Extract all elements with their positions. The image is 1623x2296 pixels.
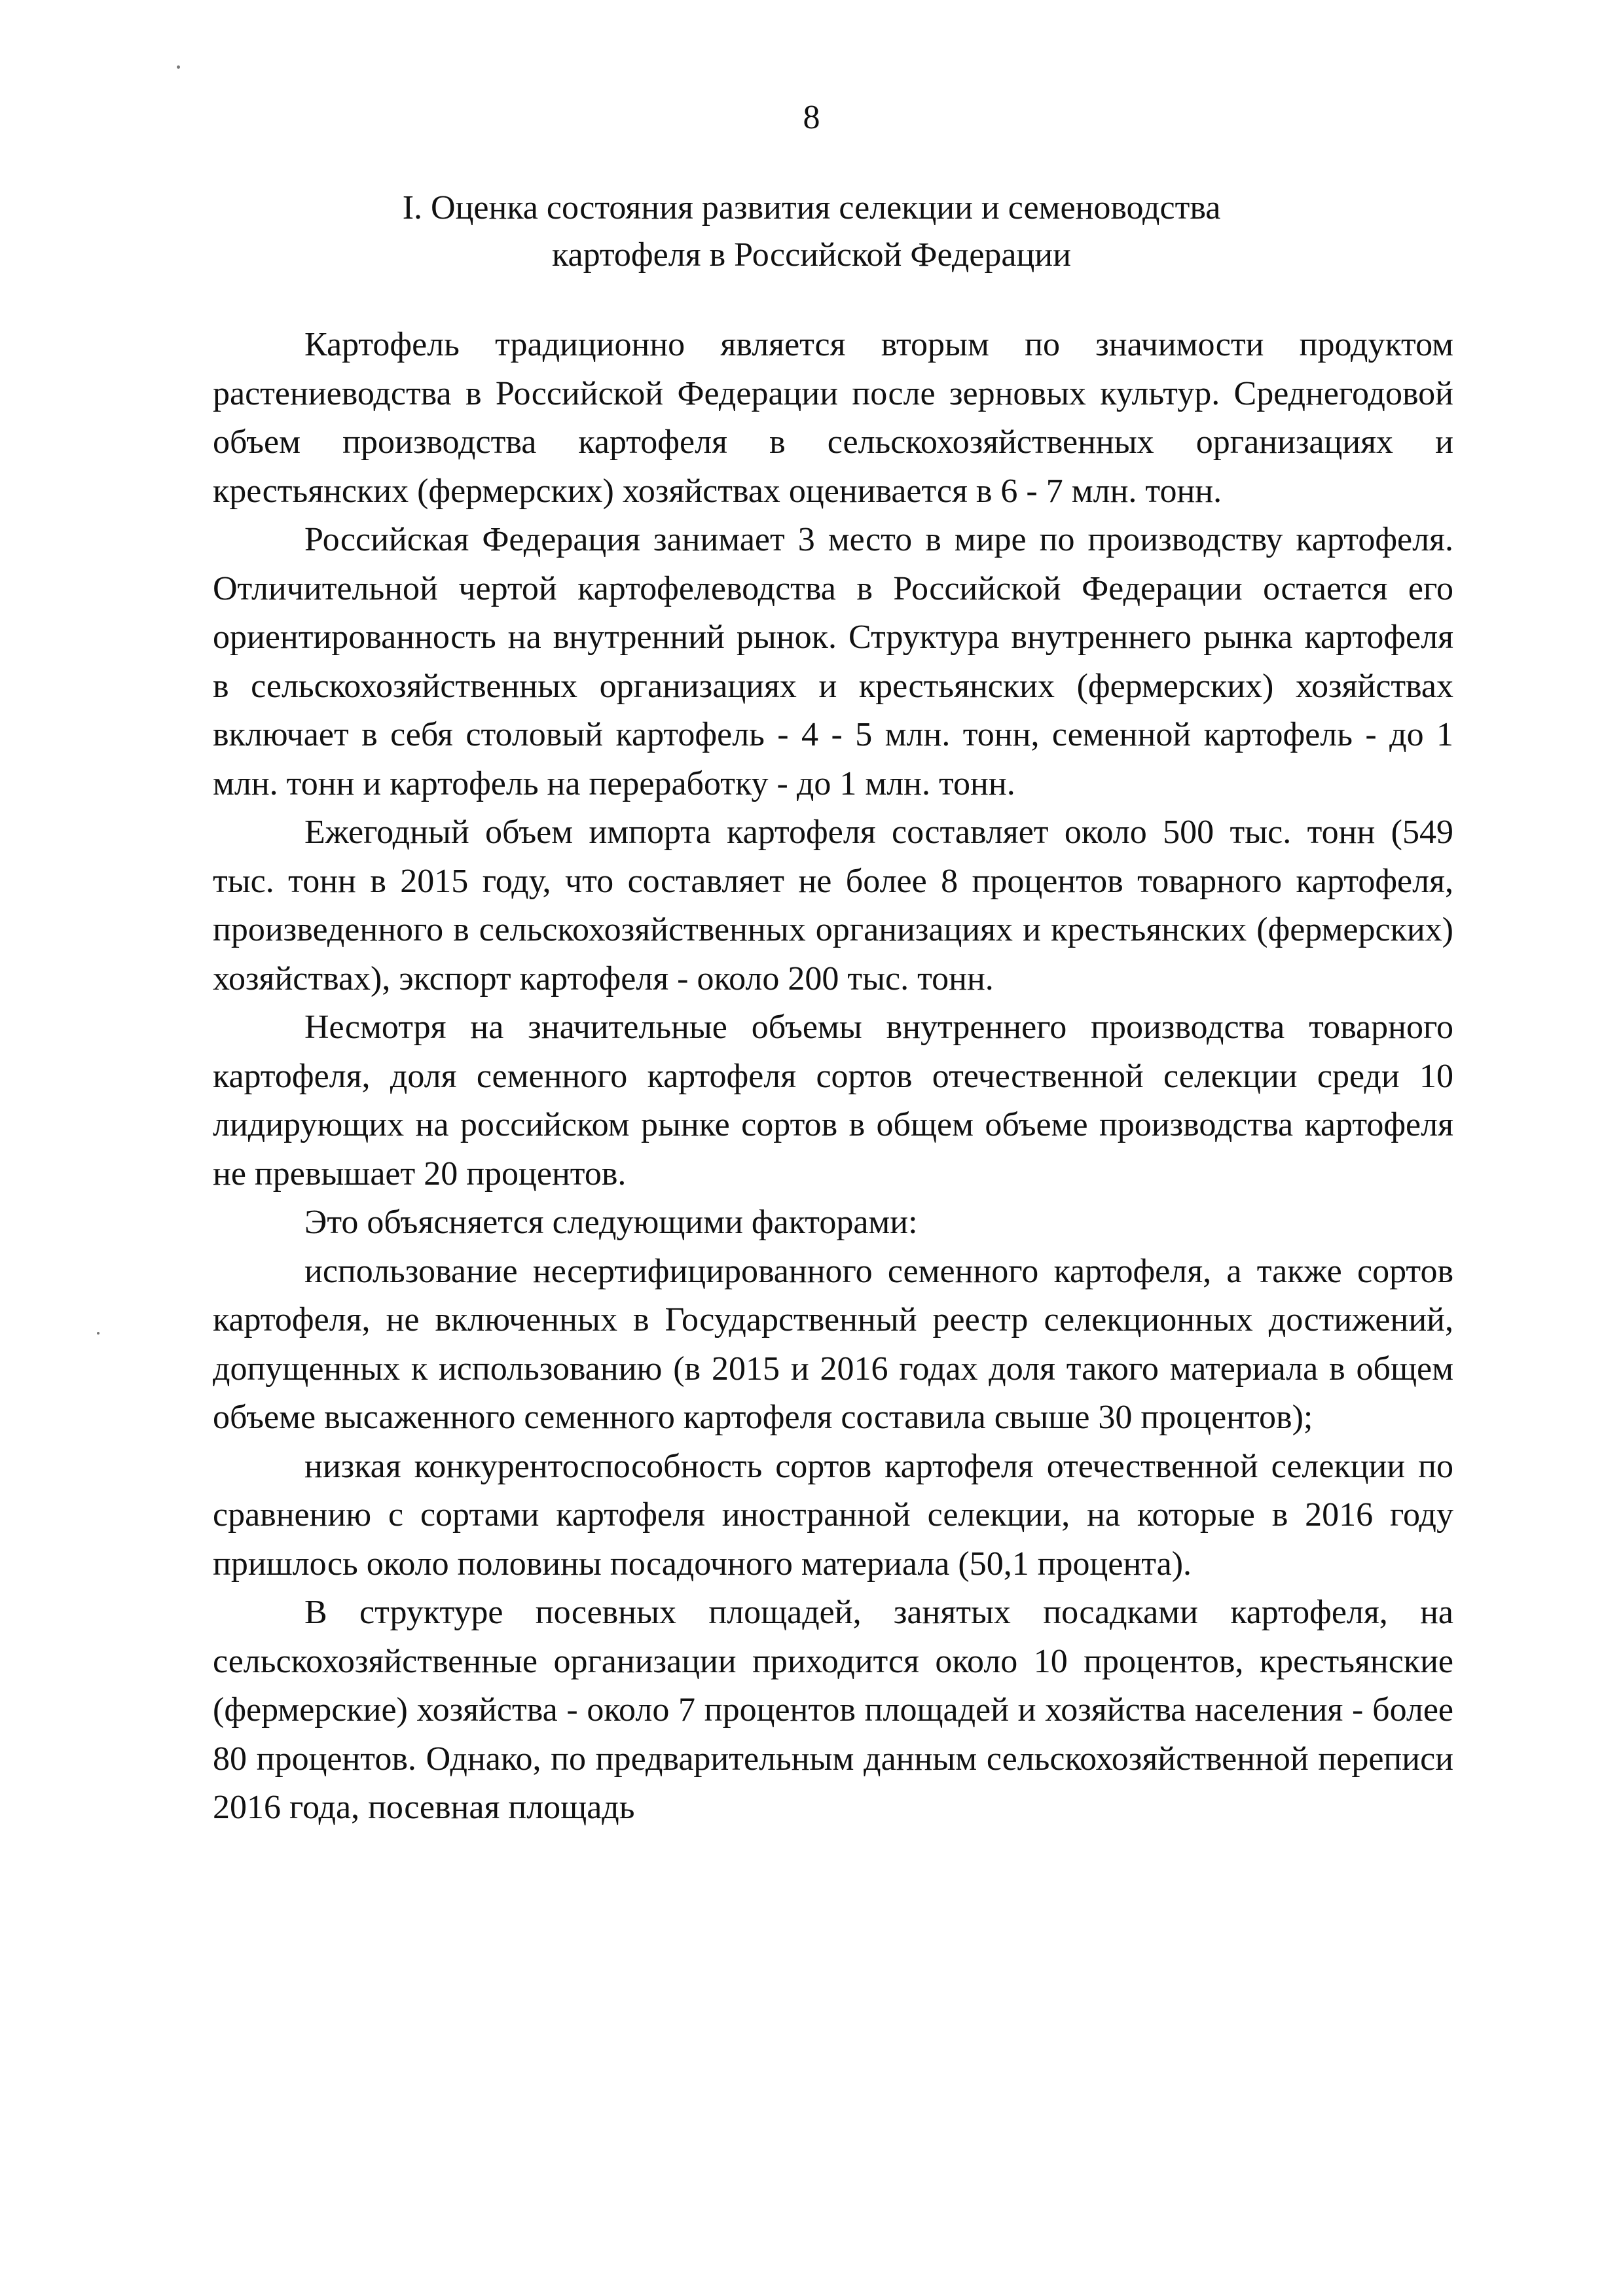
paragraph-domestic-share: Несмотря на значительные объемы внутреннего производства товарного картофеля, доля семенного картофеля сортов отечественной селекции среди 10 лидирующих на российском рынке сортов в общем объеме производства картофеля не превышает 20 процентов. (213, 1009, 1453, 1193)
section-title (0, 185, 1623, 279)
document-body (213, 321, 1453, 1833)
page-number: 8 (803, 99, 820, 136)
section-title-line-1: I. Оценка состояния развития селекции и семеноводства (402, 189, 1221, 226)
paragraph-area-structure: В структуре посевных площадей, занятых посадками картофеля, на сельскохозяйственные организации приходится около 10 процентов, крестьянские (фермерские) хозяйства - около 7 процентов площадей и хозяйства населения - более 80 процентов. Однако, по предварительным данным сельскохозяйственной переписи 2016 года, посевная площадь (213, 1594, 1453, 1826)
scan-speck (97, 1332, 100, 1335)
section-title-line-2: картофеля в Российской Федерации (552, 236, 1071, 274)
paragraph-potato-significance: Картофель традиционно является вторым по значимости продуктом растениеводства в Российской Федерации после зерновых культур. Среднегодовой объем производства картофеля в сельскохозяйственных организациях и крестьянских (фермерских) хозяйствах оценивается в 6 - 7 млн. тонн. (213, 326, 1453, 510)
paragraph-factor-uncertified: использование несертифицированного семенного картофеля, а также сортов картофеля, не включенных в Государственный реестр селекционных достижений, допущенных к использованию (в 2015 и 2016 годах доля такого материала в общем объеме высаженного семенного картофеля составила свыше 30 процентов); (213, 1252, 1453, 1436)
paragraph-world-ranking: Российская Федерация занимает 3 место в мире по производству картофеля. Отличительной чертой картофелеводства в Российской Федерации остается его ориентированность на внутренний рынок. Структура внутреннего рынка картофеля в сельскохозяйственных организациях и крестьянских (фермерских) хозяйствах включает в себя столовый картофель - 4 - 5 млн. тонн, семенной картофель - до 1 млн. тонн и картофель на переработку - до 1 млн. тонн. (213, 521, 1453, 802)
paragraph-import-export: Ежегодный объем импорта картофеля составляет около 500 тыс. тонн (549 тыс. тонн в 2015 году, что составляет не более 8 процентов товарного картофеля, произведенного в сельскохозяйственных организациях и крестьянских (фермерских) хозяйствах), экспорт картофеля - около 200 тыс. тонн. (213, 814, 1453, 997)
scan-speck (177, 65, 180, 69)
paragraph-factor-competitiveness: низкая конкурентоспособность сортов картофеля отечественной селекции по сравнению с сортами картофеля иностранной селекции, на которые в 2016 году пришлось около половины посадочного материала (50,1 процента). (213, 1447, 1453, 1583)
paragraph-factors-intro: Это объясняется следующими факторами: (304, 1204, 918, 1241)
